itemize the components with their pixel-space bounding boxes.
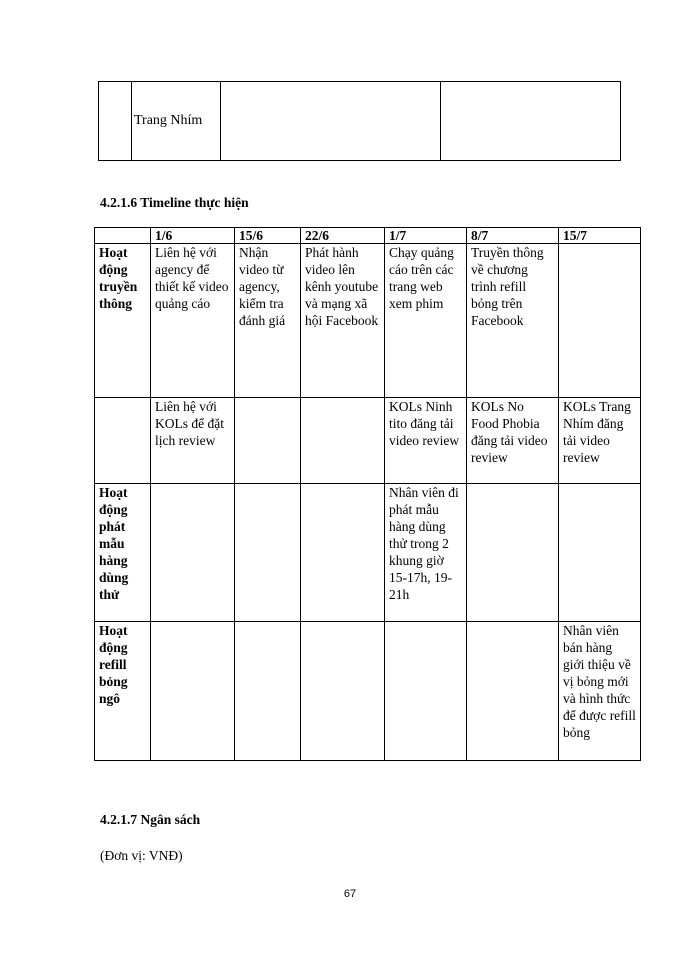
table-cell: Phát hành video lên kênh youtube và mạng xã hội Facebook [301, 244, 385, 398]
table-cell: Nhân viên đi phát mẫu hàng dùng thử trong 2 khung giờ 15-17h, 19-21h [385, 484, 467, 622]
table-cell [301, 398, 385, 484]
column-header [95, 228, 151, 244]
column-header: 8/7 [467, 228, 559, 244]
table-row [95, 622, 641, 761]
column-header: 1/7 [385, 228, 467, 244]
table-cell: KOLs Trang Nhím đăng tải video review [559, 398, 641, 484]
table-cell: Chạy quảng cáo trên các trang web xem phim [385, 244, 467, 398]
table-cell [467, 484, 559, 622]
table-cell: Nhân viên bán hàng giới thiệu về vị bỏng mới và hình thức để được refill bỏng [559, 622, 641, 761]
table-cell [221, 82, 441, 161]
table-cell: Truyền thông về chương trình refill bỏng trên Facebook [467, 244, 559, 398]
table-cell [235, 622, 301, 761]
table-row [99, 82, 621, 161]
table-cell [559, 484, 641, 622]
table-cell: Trang Nhím [132, 82, 221, 161]
table-cell [151, 484, 235, 622]
table-cell: Nhận video từ agency, kiểm tra đánh giá [235, 244, 301, 398]
table-cell [301, 484, 385, 622]
row-label: Hoạt động refill bỏng ngô [95, 622, 151, 761]
timeline-heading: 4.2.1.6 Timeline thực hiện [100, 195, 249, 210]
table-cell [441, 82, 621, 161]
timeline-header-row [95, 228, 641, 244]
column-header: 1/6 [151, 228, 235, 244]
row-label [95, 398, 151, 484]
table-cell [151, 622, 235, 761]
table-cell: Liên hệ với agency để thiết kế video quảng cáo [151, 244, 235, 398]
table-cell: Liên hệ với KOLs để đặt lịch review [151, 398, 235, 484]
row-label: Hoạt động phát mẫu hàng dùng thử [95, 484, 151, 622]
budget-unit-note: (Đơn vị: VNĐ) [100, 848, 183, 863]
table-cell: KOLs Ninh tito đăng tải video review [385, 398, 467, 484]
table-cell [385, 622, 467, 761]
table-row [95, 484, 641, 622]
table-row [95, 244, 641, 398]
table-cell [235, 484, 301, 622]
budget-heading: 4.2.1.7 Ngân sách [100, 812, 201, 827]
table-cell [301, 622, 385, 761]
table-row [95, 398, 641, 484]
page-number: 67 [343, 888, 357, 900]
column-header: 15/6 [235, 228, 301, 244]
column-header: 15/7 [559, 228, 641, 244]
table-cell [235, 398, 301, 484]
table-cell [559, 244, 641, 398]
table-cell: KOLs No Food Phobia đăng tải video review [467, 398, 559, 484]
table-cell [99, 82, 132, 161]
partial-table-top [98, 81, 621, 161]
timeline-table [94, 227, 641, 761]
column-header: 22/6 [301, 228, 385, 244]
row-label: Hoạt động truyền thông [95, 244, 151, 398]
table-cell [467, 622, 559, 761]
